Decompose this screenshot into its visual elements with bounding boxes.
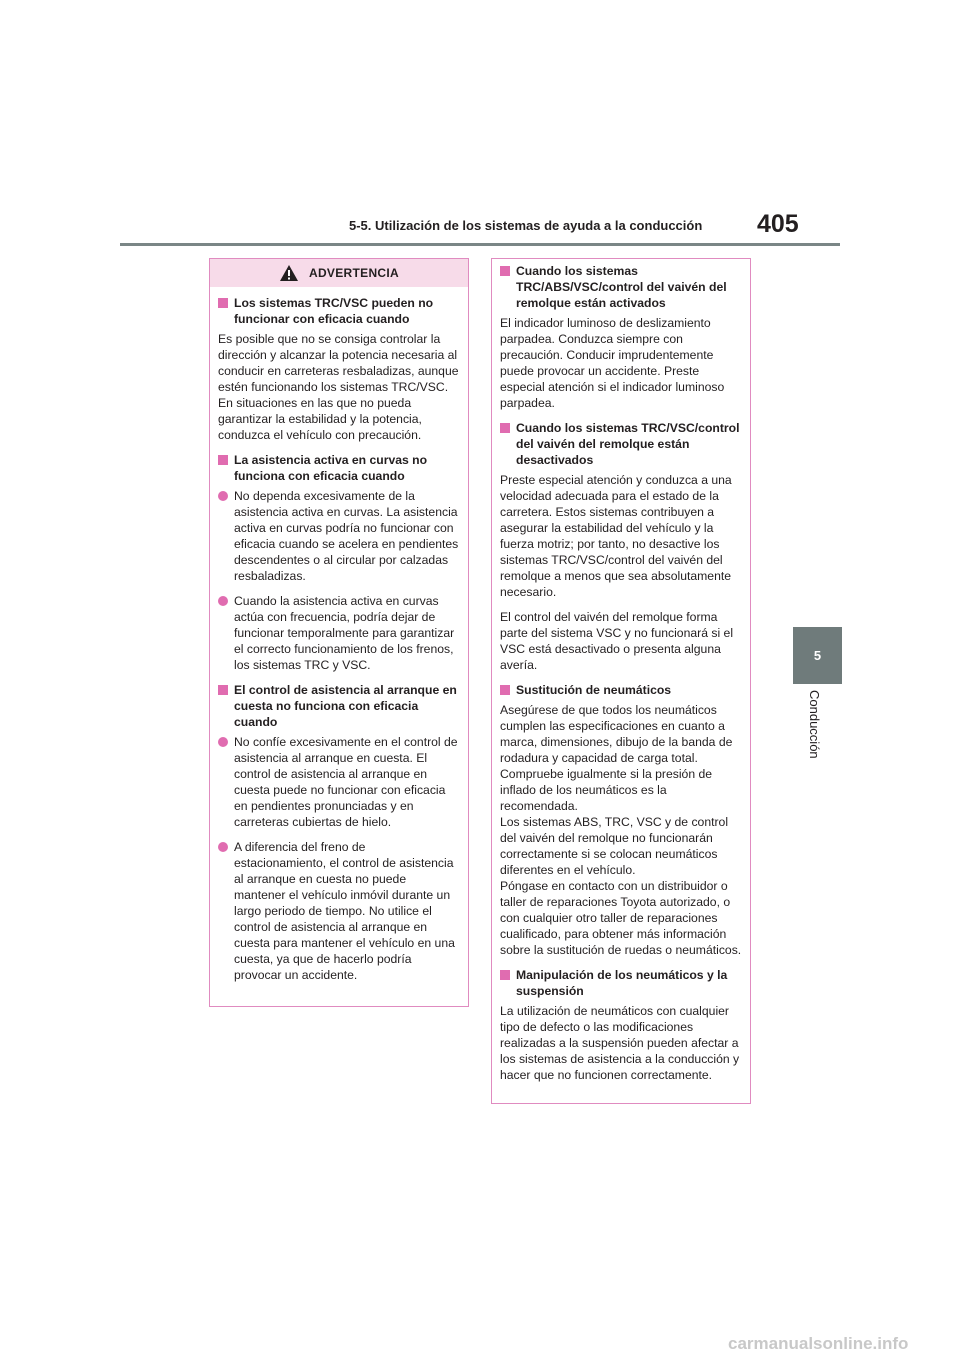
square-bullet-icon <box>500 970 510 980</box>
chapter-label: Conducción <box>807 690 822 759</box>
section-heading: La asistencia activa en curvas no funciona con eficacia cuando <box>218 452 460 484</box>
paragraph: Asegúrese de que todos los neumáticos cumplen las especificaciones en cuanto a marca, dimensiones, dibujo de la banda de rodadura y capacidad de carga total. Compruebe igualmente si la presión de inflado de los neumáticos es la recomendada. Los sistemas ABS, TRC, VSC y de control del vaivén del remolque no funcionarán correctamente si se colocan neumáticos diferentes en el vehículo. Póngase en contacto con un distribuidor o taller de reparaciones Toyota autorizado, o con cualquier otro taller de reparaciones cualificado, para obtener más información sobre la sustitución de ruedas o neumáticos. <box>500 703 742 957</box>
square-bullet-icon <box>500 685 510 695</box>
section-heading: El control de asistencia al arranque en cuesta no funciona con eficacia cuando <box>218 682 460 730</box>
warning-header <box>210 259 468 287</box>
warning-title: ADVERTENCIA <box>309 266 399 280</box>
section-heading: Los sistemas TRC/VSC pueden no funcionar con eficacia cuando <box>218 295 460 327</box>
warning-box <box>209 258 469 1007</box>
dot-bullet-icon <box>218 737 228 747</box>
list-item: No confíe excesivamente en el control de asistencia al arranque en cuesta. El control de asistencia al arranque en cuesta puede no funcionar con eficacia en pendientes pronunciadas y en carreteras cubiertas de hielo. <box>218 734 460 830</box>
paragraph: Es posible que no se consiga controlar la dirección y alcanzar la potencia necesaria al conducir en carreteras resbaladizas, aunque estén funcionando los sistemas TRC/VSC. En situaciones en las que no pueda garantizar la estabilidad y la potencia, conduzca el vehículo con precaución. <box>218 332 459 442</box>
square-bullet-icon <box>500 423 510 433</box>
section-title: 5-5. Utilización de los sistemas de ayuda a la conducción <box>349 218 703 233</box>
square-bullet-icon <box>218 298 228 308</box>
list-item: Cuando la asistencia activa en curvas actúa con frecuencia, podría dejar de funcionar temporalmente para garantizar el correcto funcionamiento de los frenos, los sistemas TRC y VSC. <box>218 593 460 673</box>
square-bullet-icon <box>218 685 228 695</box>
paragraph: La utilización de neumáticos con cualquier tipo de defecto o las modificaciones realizadas a la suspensión pueden afectar a los sistemas de asistencia a la conducción y hacer que no funcionen correctamente. <box>500 1004 740 1082</box>
chapter-number: 5 <box>813 648 822 663</box>
warning-continuation-box <box>491 258 751 1104</box>
dot-bullet-icon <box>218 491 228 501</box>
chapter-tab <box>793 627 842 684</box>
list-item: A diferencia del freno de estacionamiento, el control de asistencia al arranque en cuesta no puede mantener el vehículo inmóvil durante un largo periodo de tiempo. No utilice el control de asistencia al arranque en cuesta para mantener el vehículo en una cuesta, ya que de hacerlo podría provocar un accidente. <box>218 839 460 983</box>
section-heading: Cuando los sistemas TRC/ABS/VSC/control del vaivén del remolque están activados <box>500 263 742 311</box>
watermark: carmanualsonline.info <box>728 1334 909 1353</box>
warning-triangle-icon <box>279 264 299 282</box>
page-number: 405 <box>757 210 799 238</box>
square-bullet-icon <box>500 266 510 276</box>
list-item: No dependa excesivamente de la asistencia activa en curvas. La asistencia activa en curvas podría no funcionar con eficacia cuando se acelera en pendientes descendentes o al circular por calzadas resbaladizas. <box>218 488 460 584</box>
paragraph: El indicador luminoso de deslizamiento parpadea. Conduzca siempre con precaución. Conducir imprudentemente puede provocar un accidente. Preste especial atención si el indicador luminoso parpadea. <box>500 316 725 410</box>
section-heading: Manipulación de los neumáticos y la suspensión <box>500 967 742 999</box>
dot-bullet-icon <box>218 596 228 606</box>
paragraph: Preste especial atención y conduzca a una velocidad adecuada para el estado de la carretera. Estos sistemas contribuyen a asegurar la estabilidad del vehículo y la fuerza motriz; por tanto, no desactive los sistemas TRC/VSC/control del vaivén del remolque a menos que sea absolutamente necesario. <box>500 473 732 599</box>
section-heading: Cuando los sistemas TRC/VSC/control del vaivén del remolque están desactivados <box>500 420 742 468</box>
paragraph: El control del vaivén del remolque forma parte del sistema VSC y no funcionará si el VSC está desactivado o presenta alguna avería. <box>500 610 734 672</box>
header-divider <box>120 243 840 246</box>
section-heading: Sustitución de neumáticos <box>500 682 742 698</box>
square-bullet-icon <box>218 455 228 465</box>
dot-bullet-icon <box>218 842 228 852</box>
